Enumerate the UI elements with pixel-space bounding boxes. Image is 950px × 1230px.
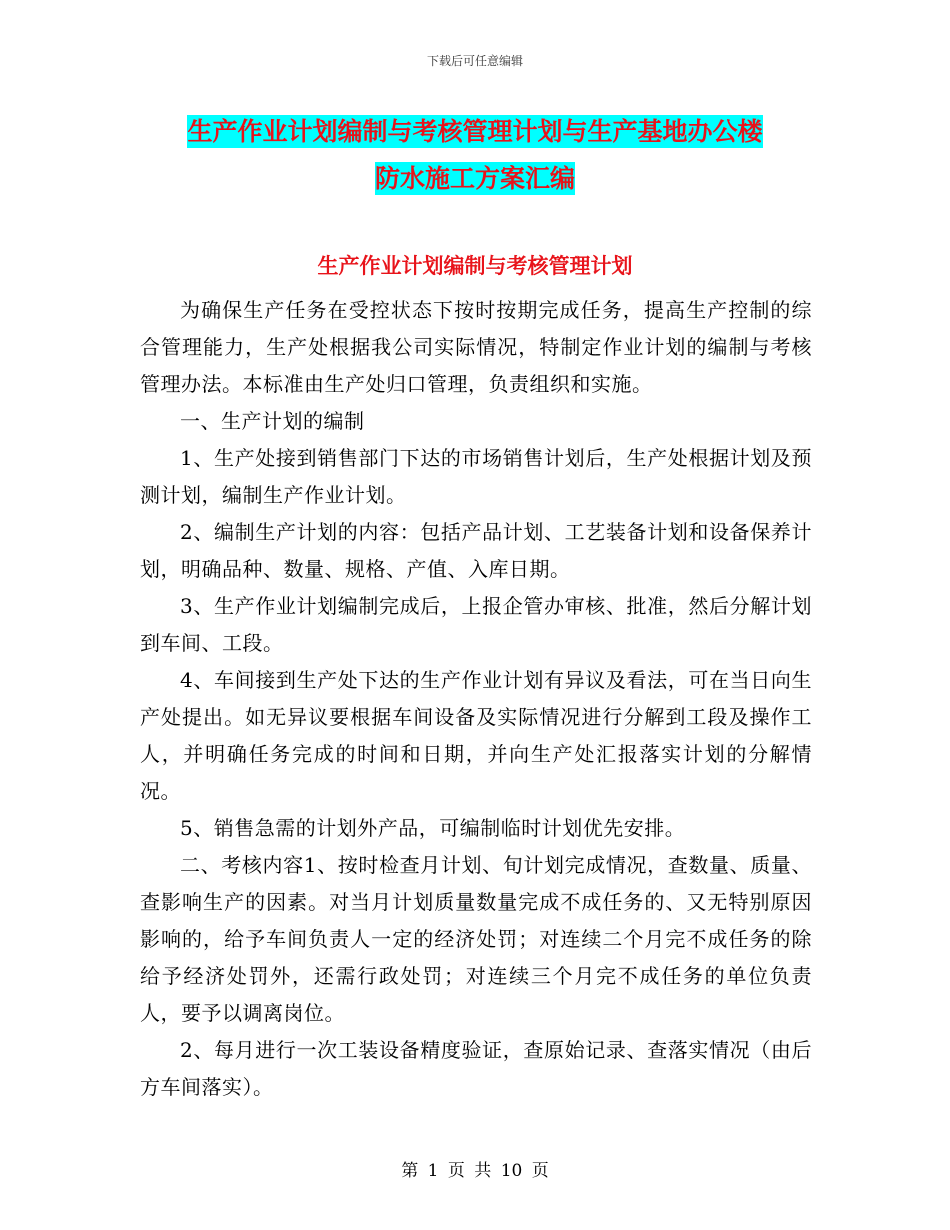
- paragraph-item-2: 2、编制生产计划的内容：包括产品计划、工艺装备计划和设备保养计划，明确品种、数量、规格、产值、入库日期。: [140, 520, 812, 581]
- paragraph-item-1: 1、生产处接到销售部门下达的市场销售计划后，生产处根据计划及预测计划，编制生产作业计划。: [140, 446, 812, 507]
- paragraph-item-3: 3、生产作业计划编制完成后，上报企管办审核、批准，然后分解计划到车间、工段。: [140, 594, 812, 655]
- paragraph-item-5: 5、销售急需的计划外产品，可编制临时计划优先安排。: [180, 816, 686, 840]
- document-title-line-1: [140, 112, 810, 148]
- document-title-line-2-text: 防水施工方案汇编: [374, 164, 575, 193]
- document-title-line-1-text: 生产作业计划编制与考核管理计划与生产基地办公楼: [187, 117, 763, 146]
- paragraph-intro: 为确保生产任务在受控状态下按时按期完成任务，提高生产控制的综合管理能力，生产处根据我公司实际情况，特制定作业计划的编制与考核管理办法。本标准由生产处归口管理，负责组织和实施。: [140, 298, 812, 396]
- section-title: 生产作业计划编制与考核管理计划: [317, 254, 633, 278]
- paragraph-assessment-2: 2、每月进行一次工装设备精度验证，查原始记录、查落实情况（由后方车间落实）。: [140, 1038, 812, 1099]
- paragraph-assessment: 二、考核内容1、按时检查月计划、旬计划完成情况，查数量、质量、查影响生产的因素。对当月计划质量数量完成不成任务的、又无特别原因影响的，给予车间负责人一定的经济处罚；对连续二个月完不成任务的除给予经济处罚外，还需行政处罚；对连续三个月完不成任务的单位负责人，要予以调离岗位。: [140, 853, 812, 1025]
- paragraph-item-4: 4、车间接到生产处下达的生产作业计划有异议及看法，可在当日向生产处提出。如无异议要根据车间设备及实际情况进行分解到工段及操作工人，并明确任务完成的时间和日期，并向生产处汇报落实计划的分解情况。: [140, 668, 812, 803]
- document-body: [140, 292, 812, 1106]
- document-title-line-2: [140, 159, 810, 195]
- heading-plan-compilation: 一、生产计划的编制: [180, 409, 365, 433]
- page-header-note: 下载后可任意编辑: [426, 54, 523, 68]
- page-number: 第 1 页 共 10 页: [401, 1161, 549, 1181]
